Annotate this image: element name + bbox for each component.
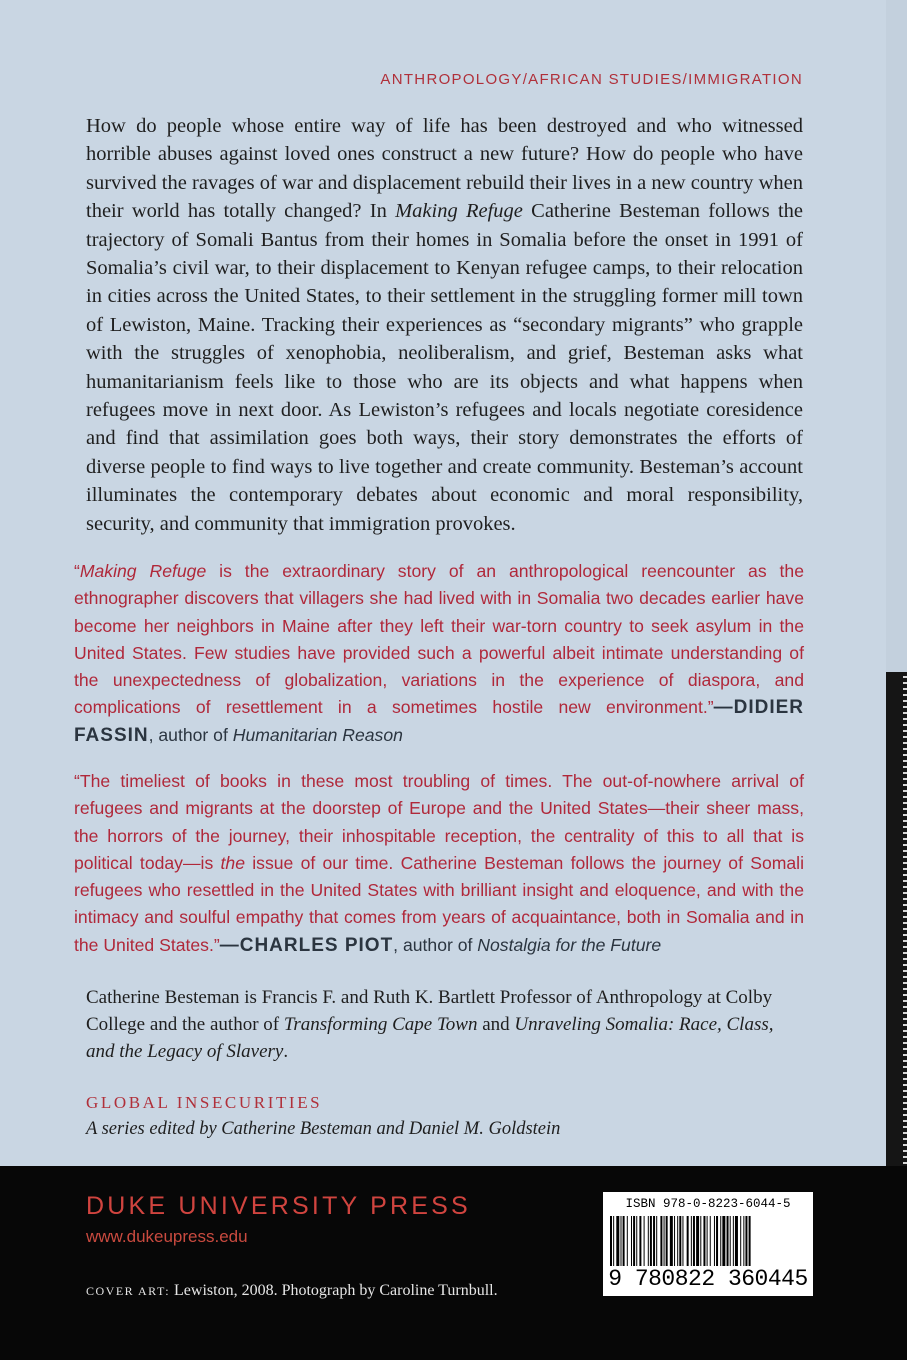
quote1-open: “ xyxy=(74,561,80,581)
quote1-title: Making Refuge xyxy=(79,561,207,581)
barcode-bar xyxy=(745,1216,747,1266)
barcode-bar xyxy=(644,1216,645,1266)
quote2-attribution-rest: , author of xyxy=(393,934,478,955)
barcode-bar xyxy=(743,1216,744,1266)
quote2-emphasis: the xyxy=(220,852,245,873)
quote1-attribution-work: Humanitarian Reason xyxy=(232,724,403,745)
barcode-bar xyxy=(650,1216,652,1266)
barcode-bar xyxy=(627,1216,628,1266)
cover-art-label: COVER ART: xyxy=(86,1284,171,1298)
barcode-bar xyxy=(653,1216,655,1266)
barcode-bar xyxy=(740,1216,741,1266)
spine-marker xyxy=(886,672,907,1166)
barcode-bar xyxy=(722,1216,725,1266)
publisher-url[interactable]: www.dukeupress.edu xyxy=(86,1227,248,1246)
quote2-attribution-work: Nostalgia for the Future xyxy=(477,934,662,955)
barcode-bar xyxy=(714,1216,715,1266)
cover-art-text: Lewiston, 2008. Photograph by Caroline Turnbull. xyxy=(170,1282,498,1299)
barcode-bar xyxy=(687,1216,689,1266)
barcode-bar xyxy=(636,1216,637,1266)
barcode-bar xyxy=(691,1216,692,1266)
bio-book1: Transforming Cape Town xyxy=(283,1014,478,1035)
book-description xyxy=(86,112,803,538)
barcode-bar xyxy=(703,1216,705,1266)
barcode-bar xyxy=(727,1216,729,1266)
barcode-bar xyxy=(700,1216,701,1266)
barcode-icon xyxy=(610,1216,806,1266)
barcode-bar xyxy=(610,1216,612,1266)
bio-book2: Unraveling Somalia: Race, Class, and the Legacy of Slavery xyxy=(86,1014,774,1062)
series-subtitle: A series edited by Catherine Besteman and Daniel M. Goldstein xyxy=(86,1119,561,1139)
barcode-bar xyxy=(664,1216,665,1266)
barcode-bar xyxy=(693,1216,695,1266)
barcode-bar xyxy=(730,1216,731,1266)
bio-text-a: Catherine Besteman is Francis F. and Ruth K. Bartlett Professor of Anthropology at Colby College and the author of xyxy=(86,987,773,1035)
quote2-attribution-name: —CHARLES PIOT xyxy=(219,934,394,956)
cover-art-credit xyxy=(86,1282,498,1300)
barcode-bar xyxy=(616,1216,619,1266)
barcode-bar xyxy=(633,1216,635,1266)
barcode-bar xyxy=(660,1216,662,1266)
barcode-bar xyxy=(648,1216,649,1266)
barcode-bar xyxy=(670,1216,673,1266)
bio-end: . xyxy=(283,1041,289,1062)
publisher-name: DUKE UNIVERSITY PRESS xyxy=(86,1192,471,1220)
author-bio xyxy=(86,984,806,1065)
barcode-bar xyxy=(696,1216,699,1266)
isbn-barcode-box xyxy=(603,1192,813,1296)
barcode-bar xyxy=(735,1216,738,1266)
barcode-bar xyxy=(631,1216,632,1266)
barcode-bar xyxy=(623,1216,625,1266)
quote1-attribution-rest: , author of xyxy=(148,724,233,745)
quote1-text: is the extraordinary story of an anthropological reencounter as the ethnographer discovers that villagers she had lived with in Somalia two decades earlier have become her neighbors in Maine after they left their war-torn country to seek asylum in the United States. Few studies have provided such a powerful albeit intimate understanding of the unexpectedness of globalization, variations in the experience of diaspora, and complications of resettlement in a sometimes hostile new environment.” xyxy=(74,561,805,718)
endorsement-quote-fassin xyxy=(74,558,804,749)
description-book-title: Making Refuge xyxy=(395,200,523,223)
barcode-bar xyxy=(677,1216,678,1266)
description-part1: How do people whose entire way of life has been destroyed and who witnessed horrible abuses against loved ones construct a new future? How do people who have survived the ravages of war and displacement rebuild their lives in a new country when their world has totally changed? In xyxy=(86,115,803,223)
barcode-bar xyxy=(613,1216,614,1266)
barcode-bar xyxy=(710,1216,711,1266)
endorsement-quote-piot xyxy=(74,768,804,959)
barcode-bar xyxy=(707,1216,708,1266)
barcode-bar xyxy=(749,1216,751,1266)
barcode-bar xyxy=(666,1216,668,1266)
barcode-bar xyxy=(716,1216,718,1266)
isbn-barcode-digits: 9 780822 360445 xyxy=(608,1266,808,1292)
barcode-bar xyxy=(674,1216,675,1266)
barcode-bar xyxy=(679,1216,681,1266)
category-label: ANTHROPOLOGY/AFRICAN STUDIES/IMMIGRATION xyxy=(380,71,803,88)
quote2-text-a: “The timeliest of books in these most troubling of times. The out-of-nowhere arrival of refugees and migrants at the doorstep of Europe and the United States—their sheer mass, the horrors of the journey, their inhospitable reception, the centrality of this to all that is political today—is xyxy=(74,771,804,873)
quote2-text-b: issue of our time. Catherine Besteman follows the journey of Somali refugees who resettled in the United States with brilliant insight and eloquence, and with the intimacy and soulful empathy that comes from years of acquaintance, both in Somalia and in the United States.” xyxy=(74,852,804,955)
barcode-bar xyxy=(639,1216,641,1266)
series-title: GLOBAL INSECURITIES xyxy=(86,1093,323,1112)
barcode-bar xyxy=(733,1216,734,1266)
barcode-bar xyxy=(682,1216,683,1266)
quote1-attribution-name: —DIDIER FASSIN xyxy=(74,697,804,746)
spine-marker-ticks xyxy=(903,672,907,1166)
barcode-bar xyxy=(656,1216,657,1266)
isbn-label: ISBN 978-0-8223-6044-5 xyxy=(625,1197,791,1211)
description-part2: Catherine Besteman follows the trajectory of Somali Bantus from their homes in Somalia before the onset in 1991 of Somalia’s civil war, to their displacement to Kenyan refugee camps, to their relocation in cities across the United States, to their settlement in the struggling former mill town of Lewiston, Maine. Tracking their experiences as “secondary migrants” who grapple with the struggles of xenophobia, neoliberalism, and grief, Besteman asks what humanitarianism feels like to those who are its objects and what happens when refugees move in next door. As Lewiston’s refugees and locals negotiate coresidence and find that assimilation goes both ways, their story demonstrates the efforts of diverse people to find ways to live together and create community. Besteman’s account illuminates the contemporary debates about economic and moral responsibility, security, and community that immigration provokes. xyxy=(86,200,803,535)
barcode-bar xyxy=(720,1216,721,1266)
barcode-bar xyxy=(621,1216,622,1266)
bio-and: and xyxy=(477,1014,515,1035)
